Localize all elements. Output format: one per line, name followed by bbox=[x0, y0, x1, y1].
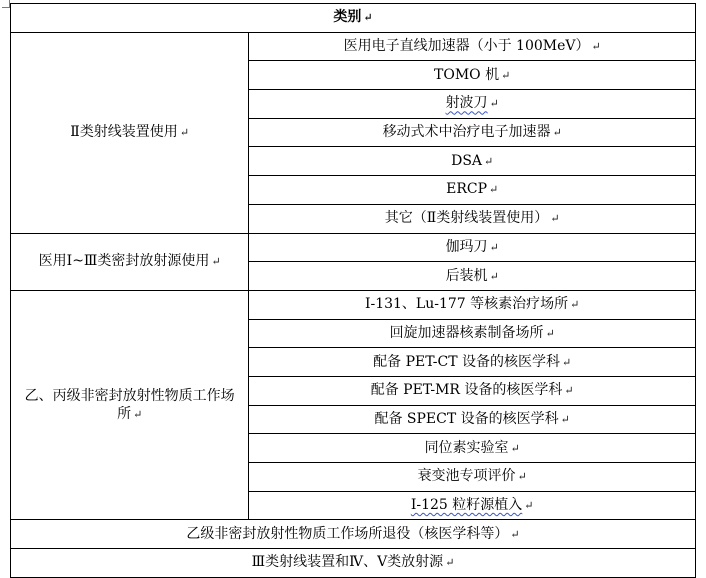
category-table bbox=[10, 3, 696, 578]
paragraph-mark: ↵ bbox=[560, 412, 570, 426]
category-cell bbox=[11, 290, 249, 520]
item-cell bbox=[249, 463, 696, 492]
category-label: 乙、丙级非密封放射性物质工作场所 bbox=[24, 387, 235, 422]
paragraph-mark: ↵ bbox=[510, 527, 520, 541]
paragraph-mark: ↵ bbox=[363, 11, 373, 25]
item-label: 同位素实验室 bbox=[424, 439, 509, 456]
table-footer-row bbox=[11, 520, 696, 549]
item-label: 配备 PET-MR 设备的核医学科 bbox=[370, 382, 563, 399]
paragraph-mark: ↵ bbox=[524, 499, 534, 513]
item-cell bbox=[249, 376, 696, 405]
margin-corner-mark bbox=[2, 0, 10, 8]
footer-label: Ⅲ类射线装置和Ⅳ、Ⅴ类放射源 bbox=[251, 554, 444, 571]
paragraph-mark: ↵ bbox=[489, 97, 499, 111]
table-header-row bbox=[11, 4, 696, 33]
item-label: 其它（Ⅱ类射线装置使用） bbox=[384, 210, 549, 227]
table-row bbox=[11, 233, 696, 262]
paragraph-mark: ↵ bbox=[489, 240, 499, 254]
item-cell bbox=[249, 262, 696, 291]
paragraph-mark: ↵ bbox=[591, 40, 601, 54]
item-cell bbox=[249, 118, 696, 147]
header-label: 类别 bbox=[333, 9, 362, 26]
paragraph-mark: ↵ bbox=[564, 384, 574, 398]
item-label: 配备 PET-CT 设备的核医学科 bbox=[373, 353, 560, 370]
paragraph-mark: ↵ bbox=[550, 212, 560, 226]
item-label: 衰变池专项评价 bbox=[417, 468, 516, 485]
item-label: 后装机 bbox=[445, 267, 488, 284]
paragraph-mark: ↵ bbox=[489, 269, 499, 283]
item-label: I-131、Lu-177 等核素治疗场所 bbox=[364, 296, 569, 313]
paragraph-mark: ↵ bbox=[445, 556, 455, 570]
item-cell bbox=[249, 61, 696, 90]
item-cell bbox=[249, 348, 696, 377]
paragraph-mark: ↵ bbox=[211, 255, 221, 269]
item-cell bbox=[249, 90, 696, 119]
item-cell bbox=[249, 147, 696, 176]
paragraph-mark: ↵ bbox=[489, 183, 499, 197]
paragraph-mark: ↵ bbox=[510, 441, 520, 455]
item-cell bbox=[249, 32, 696, 61]
item-cell bbox=[249, 491, 696, 520]
item-label: TOMO 机 bbox=[434, 66, 500, 83]
item-cell bbox=[249, 176, 696, 205]
category-cell bbox=[11, 233, 249, 290]
footer-cell bbox=[11, 549, 696, 578]
item-label: 配备 SPECT 设备的核医学科 bbox=[374, 410, 559, 427]
item-label: 医用电子直线加速器（小于 100MeV） bbox=[343, 38, 590, 55]
item-cell bbox=[249, 405, 696, 434]
paragraph-mark: ↵ bbox=[133, 407, 143, 421]
paragraph-mark: ↵ bbox=[561, 355, 572, 369]
paragraph-mark: ↵ bbox=[545, 326, 555, 340]
paragraph-mark: ↵ bbox=[570, 298, 580, 312]
paragraph-mark: ↵ bbox=[179, 126, 190, 140]
item-cell bbox=[249, 233, 696, 262]
item-label: 移动式术中治疗电子加速器 bbox=[382, 124, 551, 141]
paragraph-mark: ↵ bbox=[517, 470, 527, 484]
paragraph-mark: ↵ bbox=[484, 154, 494, 168]
item-label: ERCP bbox=[446, 181, 488, 198]
item-label: 射波刀 bbox=[445, 95, 488, 112]
item-label: 伽玛刀 bbox=[445, 238, 488, 255]
item-cell bbox=[249, 204, 696, 233]
category-label: 医用Ⅰ~Ⅲ类密封放射源使用 bbox=[38, 253, 210, 270]
paragraph-mark: ↵ bbox=[501, 68, 511, 82]
table-footer-row bbox=[11, 549, 696, 578]
table-row bbox=[11, 290, 696, 319]
item-cell bbox=[249, 319, 696, 348]
item-label: I-125 粒籽源植入 bbox=[410, 497, 523, 514]
category-cell bbox=[11, 32, 249, 233]
item-label: 回旋加速器核素制备场所 bbox=[389, 324, 544, 341]
footer-cell bbox=[11, 520, 696, 549]
header-cell bbox=[11, 4, 696, 33]
item-cell bbox=[249, 434, 696, 463]
category-label: Ⅱ类射线装置使用 bbox=[70, 124, 178, 141]
item-label: DSA bbox=[451, 152, 483, 169]
table-row bbox=[11, 32, 696, 61]
item-cell bbox=[249, 290, 696, 319]
paragraph-mark: ↵ bbox=[552, 126, 562, 140]
footer-label: 乙级非密封放射性物质工作场所退役（核医学科等） bbox=[186, 525, 509, 542]
